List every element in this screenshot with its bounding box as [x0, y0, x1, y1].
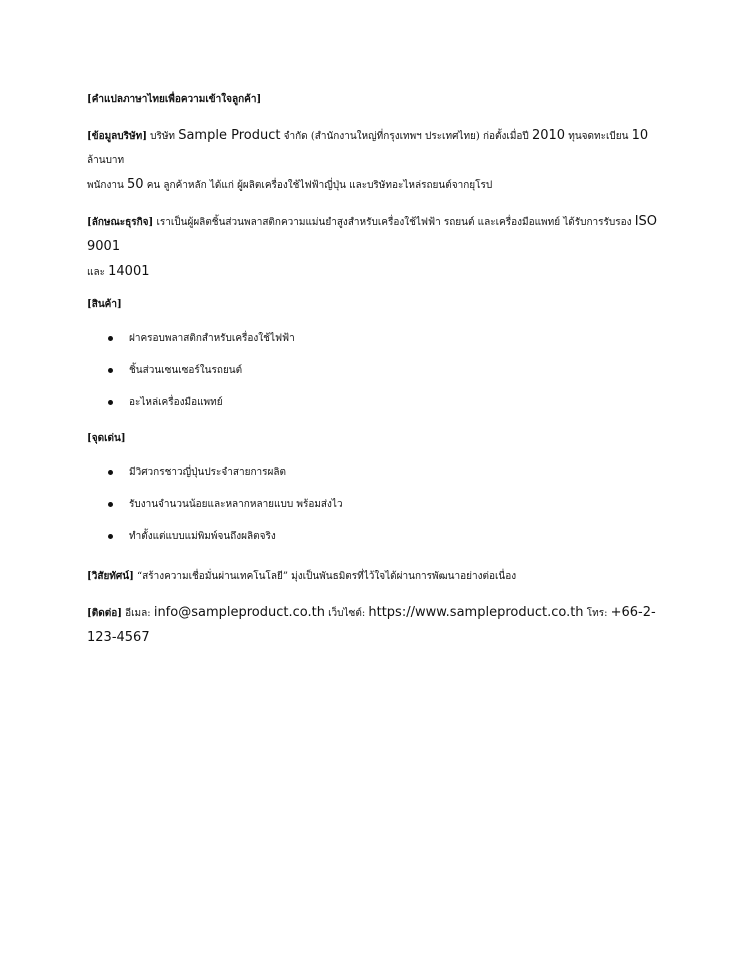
- iso-9001: ISO 9001: [87, 214, 658, 254]
- product-item: อะไหล่เครื่องมือแพทย์: [129, 397, 223, 408]
- phone-number: +66-2-123-4567: [87, 605, 656, 645]
- translation-note: [คำแปลภาษาไทยเพื่อความเข้าใจลูกค้า]: [87, 94, 262, 105]
- bullet-icon: [108, 368, 113, 373]
- vision-text: “สร้างความเชื่อมั่นผ่านเทคโนโลยี” มุ่งเป็นพันธมิตรที่ไว้ใจได้ผ่านการพัฒนาอย่างต่อเนื่อง: [133, 571, 517, 582]
- list-item: [87, 323, 657, 355]
- bullet-icon: [108, 400, 113, 405]
- website-label: เว็บไซต์:: [324, 608, 369, 619]
- list-item: [87, 387, 657, 419]
- business-text-b: และ: [87, 267, 109, 278]
- company-text-d: ล้านบาท: [87, 155, 125, 166]
- phone-label: โทร:: [583, 608, 611, 619]
- business-text-a: เราเป็นผู้ผลิตชิ้นส่วนพลาสติกความแม่นยำสูงสำหรับเครื่องใช้ไฟฟ้า รถยนต์ และเครื่องมือแพทย์ ได้รับการรับรอง: [153, 217, 635, 228]
- bullet-icon: [108, 336, 113, 341]
- company-text-c: ทุนจดทะเบียน: [565, 131, 632, 142]
- strengths-list: [87, 457, 657, 553]
- bullet-icon: [108, 502, 113, 507]
- product-item: ชิ้นส่วนเซนเซอร์ในรถยนต์: [129, 365, 243, 376]
- iso-14001: 14001: [108, 264, 150, 279]
- business-paragraph: [87, 210, 657, 285]
- bullet-icon: [108, 470, 113, 475]
- business-label: [ลักษณะธุรกิจ]: [87, 217, 154, 228]
- list-item: [87, 489, 657, 521]
- company-paragraph: [87, 124, 657, 198]
- products-list: [87, 323, 657, 419]
- strength-item: ทำตั้งแต่แบบแม่พิมพ์จนถึงผลิตจริง: [129, 531, 276, 542]
- company-text-a: บริษัท: [146, 131, 179, 142]
- products-heading: [สินค้า]: [87, 299, 122, 310]
- bullet-icon: [108, 534, 113, 539]
- vision-paragraph: [87, 565, 657, 589]
- company-text-e: พนักงาน: [87, 180, 127, 191]
- company-text-f: คน ลูกค้าหลัก ได้แก่ ผู้ผลิตเครื่องใช้ไฟฟ้าญี่ปุ่น และบริษัทอะไหล่รถยนต์จากยุโรป: [143, 180, 493, 191]
- strength-item: มีวิศวกรชาวญี่ปุ่นประจำสายการผลิต: [129, 467, 286, 478]
- company-name: Sample Product: [178, 128, 281, 143]
- email-label: อีเมล:: [121, 608, 154, 619]
- contact-paragraph: [87, 601, 657, 651]
- vision-label: [วิสัยทัศน์]: [87, 571, 134, 582]
- capital-value: 10: [631, 128, 649, 143]
- employee-count: 50: [127, 177, 144, 192]
- company-label: [ข้อมูลบริษัท]: [87, 131, 147, 142]
- list-item: [87, 355, 657, 387]
- email-address: info@sampleproduct.co.th: [153, 605, 325, 620]
- list-item: [87, 457, 657, 489]
- website-url: https://www.sampleproduct.co.th: [368, 605, 584, 620]
- document-page: [87, 88, 657, 651]
- strengths-heading: [จุดเด่น]: [87, 433, 126, 444]
- founded-year: 2010: [531, 128, 566, 143]
- company-text-b: จำกัด (สำนักงานใหญ่ที่กรุงเทพฯ ประเทศไทย) ก่อตั้งเมื่อปี: [280, 131, 532, 142]
- product-item: ฝาครอบพลาสติกสำหรับเครื่องใช้ไฟฟ้า: [129, 333, 295, 344]
- contact-label: [ติดต่อ]: [87, 608, 122, 619]
- list-item: [87, 521, 657, 553]
- strength-item: รับงานจำนวนน้อยและหลากหลายแบบ พร้อมส่งไว: [129, 499, 343, 510]
